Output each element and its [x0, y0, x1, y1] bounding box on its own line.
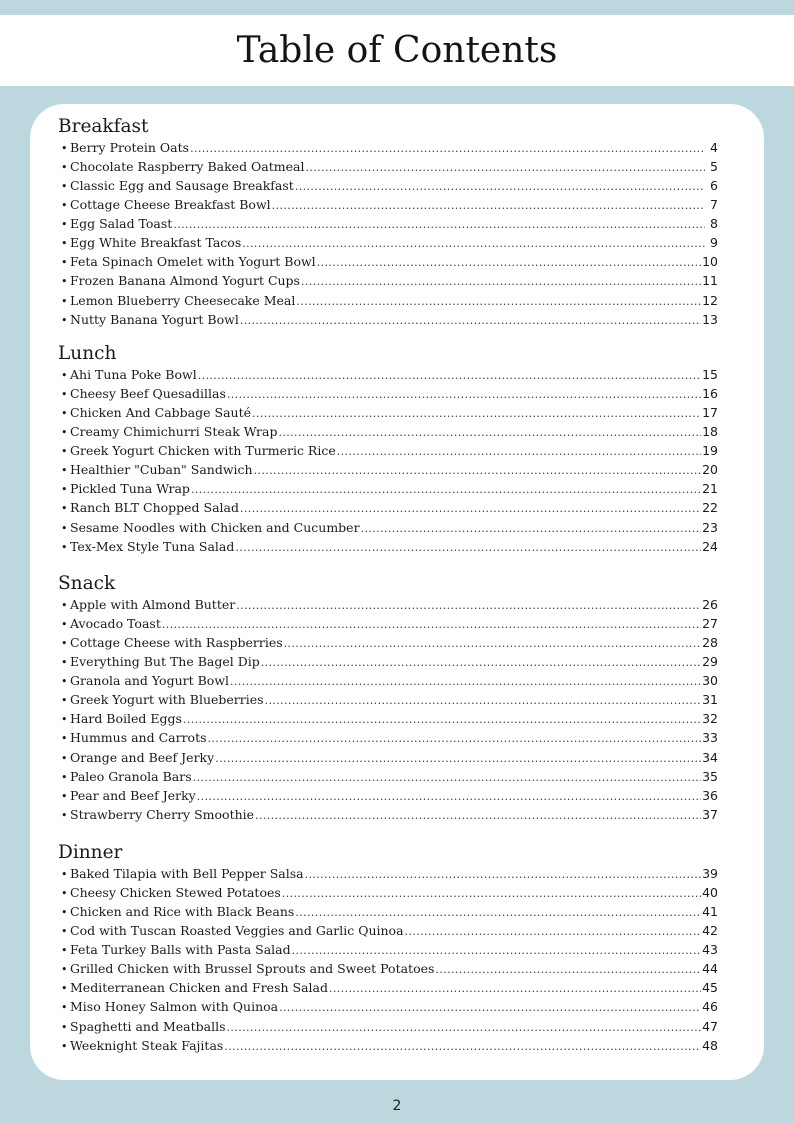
entry-label: Pickled Tuna Wrap: [70, 481, 190, 497]
bullet-icon: •: [61, 868, 68, 881]
entry-page-number: 39: [702, 866, 718, 881]
bullet-icon: •: [61, 180, 68, 194]
bullet-icon: •: [61, 540, 68, 554]
entry-label: Pear and Beef Jerky: [70, 787, 196, 803]
entry-label: Healthier "Cuban" Sandwich: [70, 462, 253, 478]
bullet-icon: •: [61, 808, 68, 822]
entry-label: Lemon Blueberry Cheesecake Meal: [70, 292, 296, 308]
dot-leader: [405, 922, 702, 941]
bullet-icon: •: [61, 1001, 68, 1015]
entry-page-number: 17: [702, 405, 718, 421]
bullet-icon: •: [61, 982, 68, 996]
toc-entry[interactable]: [58, 537, 718, 556]
entry-page-number: 48: [702, 1037, 718, 1053]
toc-entry[interactable]: [58, 940, 718, 959]
entry-label: Hard Boiled Eggs: [70, 711, 182, 727]
toc-entry[interactable]: [58, 633, 718, 652]
entry-label: Chocolate Raspberry Baked Oatmeal: [70, 159, 305, 175]
bullet-icon: •: [61, 294, 68, 308]
dot-leader: [255, 806, 701, 825]
contents-panel: [30, 104, 764, 1080]
dot-leader: [191, 480, 701, 499]
bullet-icon: •: [61, 751, 68, 765]
toc-entry[interactable]: [58, 498, 718, 517]
bullet-icon: •: [61, 426, 68, 440]
bullet-icon: •: [61, 445, 68, 459]
page-title: Table of Contents: [236, 30, 558, 71]
toc-entry[interactable]: [58, 384, 718, 403]
entry-page-number: 27: [702, 616, 718, 632]
entry-page-number: 9: [710, 235, 718, 251]
entry-page-number: 8: [710, 216, 718, 232]
entry-page-number: 6: [710, 178, 718, 194]
entry-page-number: 13: [702, 311, 718, 327]
entry-page-number: 23: [702, 519, 718, 535]
toc-entry[interactable]: [58, 271, 718, 290]
bullet-icon: •: [61, 656, 68, 670]
toc-entry[interactable]: [58, 978, 718, 997]
bullet-icon: •: [61, 713, 68, 727]
dot-leader: [337, 442, 701, 461]
entry-page-number: 24: [702, 538, 718, 554]
title-band: [0, 15, 794, 86]
dot-leader: [227, 1018, 702, 1037]
bullet-icon: •: [61, 1039, 68, 1053]
bullet-icon: •: [61, 218, 68, 232]
dot-leader: [317, 253, 701, 272]
entry-page-number: 32: [702, 711, 718, 727]
entry-label: Creamy Chimichurri Steak Wrap: [70, 424, 278, 440]
toc-entry[interactable]: [58, 902, 718, 921]
dot-leader: [252, 404, 701, 423]
dot-leader: [236, 596, 701, 615]
dot-leader: [198, 366, 701, 385]
bullet-icon: •: [61, 483, 68, 497]
dot-leader: [292, 941, 701, 960]
entry-label: Everything But The Bagel Dip: [70, 654, 260, 670]
dot-leader: [282, 884, 701, 903]
entry-page-number: 37: [702, 806, 718, 822]
dot-leader: [183, 710, 701, 729]
bullet-icon: •: [61, 1020, 68, 1034]
entry-page-number: 40: [702, 885, 718, 901]
dot-leader: [329, 979, 701, 998]
toc-entry[interactable]: [58, 786, 718, 805]
toc-entry[interactable]: [58, 441, 718, 460]
toc-entry[interactable]: [58, 997, 718, 1016]
entry-page-number: 35: [702, 768, 718, 784]
bullet-icon: •: [61, 732, 68, 746]
dot-leader: [162, 615, 701, 634]
entry-label: Cheesy Beef Quesadillas: [70, 386, 226, 402]
entry-page-number: 4: [710, 140, 718, 155]
entry-page-number: 42: [702, 923, 718, 939]
entry-label: Frozen Banana Almond Yogurt Cups: [70, 273, 300, 289]
bullet-icon: •: [61, 313, 68, 327]
entry-label: Greek Yogurt with Blueberries: [70, 692, 264, 708]
toc-entry[interactable]: [58, 291, 718, 310]
toc-entry[interactable]: [58, 595, 718, 614]
entry-page-number: 21: [702, 481, 718, 497]
bullet-icon: •: [61, 464, 68, 478]
entry-label: Paleo Granola Bars: [70, 768, 192, 784]
section-title: Breakfast: [58, 116, 149, 137]
bullet-icon: •: [61, 675, 68, 689]
entry-page-number: 33: [702, 730, 718, 746]
entry-label: Cottage Cheese Breakfast Bowl: [70, 197, 271, 213]
section-title: Snack: [58, 573, 116, 594]
dot-leader: [284, 634, 701, 653]
dot-leader: [224, 1037, 701, 1056]
bullet-icon: •: [61, 963, 68, 977]
dot-leader: [279, 998, 701, 1017]
dot-leader: [261, 653, 701, 672]
toc-entry[interactable]: [58, 365, 718, 384]
entry-page-number: 11: [702, 273, 718, 289]
toc-entry[interactable]: [58, 652, 718, 671]
dot-leader: [240, 311, 701, 330]
entry-page-number: 47: [702, 1018, 718, 1034]
entry-page-number: 44: [702, 961, 718, 977]
entry-label: Cottage Cheese with Raspberries: [70, 635, 283, 651]
bullet-icon: •: [61, 369, 68, 382]
entry-page-number: 26: [702, 597, 718, 612]
dot-leader: [278, 423, 701, 442]
toc-entry[interactable]: [58, 671, 718, 690]
entry-label: Chicken and Rice with Black Beans: [70, 904, 295, 920]
dot-leader: [230, 672, 701, 691]
dot-leader: [208, 729, 702, 748]
bullet-icon: •: [61, 618, 68, 632]
entry-page-number: 30: [702, 673, 718, 689]
toc-entry[interactable]: [58, 1017, 718, 1036]
bullet-icon: •: [61, 161, 68, 175]
dot-leader: [265, 691, 702, 710]
dot-leader: [301, 272, 701, 291]
toc-entry[interactable]: [58, 460, 718, 479]
dot-leader: [272, 196, 705, 215]
dot-leader: [295, 903, 701, 922]
entry-label: Hummus and Carrots: [70, 730, 207, 746]
entry-page-number: 12: [702, 292, 718, 308]
entry-label: Greek Yogurt Chicken with Turmeric Rice: [70, 443, 336, 459]
entry-label: Cod with Tuscan Roasted Veggies and Garlic Quinoa: [70, 923, 404, 939]
toc-entry[interactable]: [58, 422, 718, 441]
bullet-icon: •: [61, 887, 68, 901]
entry-page-number: 20: [702, 462, 718, 478]
bullet-icon: •: [61, 256, 68, 270]
bullet-icon: •: [61, 770, 68, 784]
entry-label: Sesame Noodles with Chicken and Cucumber: [70, 519, 360, 535]
dot-leader: [235, 538, 701, 557]
entry-label: Egg Salad Toast: [70, 216, 173, 232]
dot-leader: [215, 749, 701, 768]
entry-page-number: 16: [702, 386, 718, 402]
entry-page-number: 43: [702, 942, 718, 958]
bullet-icon: •: [61, 789, 68, 803]
entry-label: Feta Spinach Omelet with Yogurt Bowl: [70, 254, 316, 270]
toc-entry[interactable]: [58, 157, 718, 176]
entry-page-number: 19: [702, 443, 718, 459]
dot-leader: [227, 385, 701, 404]
section-snack: [58, 573, 718, 824]
entry-label: Classic Egg and Sausage Breakfast: [70, 178, 294, 194]
toc-entry[interactable]: [58, 805, 718, 824]
toc-entry[interactable]: [58, 479, 718, 498]
entry-page-number: 28: [702, 635, 718, 651]
toc-entry[interactable]: [58, 138, 718, 157]
entry-page-number: 36: [702, 787, 718, 803]
dot-leader: [295, 177, 705, 196]
bullet-icon: •: [61, 925, 68, 939]
dot-leader: [173, 215, 705, 234]
toc-entry[interactable]: [58, 403, 718, 422]
toc-entry[interactable]: [58, 214, 718, 233]
toc-entry[interactable]: [58, 959, 718, 978]
dot-leader: [435, 960, 701, 979]
bullet-icon: •: [61, 694, 68, 708]
dot-leader: [240, 499, 701, 518]
entry-label: Feta Turkey Balls with Pasta Salad: [70, 942, 291, 958]
entry-page-number: 5: [710, 159, 718, 175]
entry-label: Avocado Toast: [70, 616, 161, 632]
entry-label: Orange and Beef Jerky: [70, 749, 215, 765]
bullet-icon: •: [61, 142, 68, 155]
toc-entry[interactable]: [58, 176, 718, 195]
entry-label: Apple with Almond Butter: [70, 597, 236, 612]
dot-leader: [197, 787, 701, 806]
entry-label: Berry Protein Oats: [70, 140, 190, 155]
dot-leader: [190, 139, 705, 158]
section-title: Dinner: [58, 842, 123, 863]
bullet-icon: •: [61, 521, 68, 535]
entry-label: Granola and Yogurt Bowl: [70, 673, 230, 689]
entry-label: Grilled Chicken with Brussel Sprouts and Sweet Potatoes: [70, 961, 435, 977]
bullet-icon: •: [61, 502, 68, 516]
section-breakfast: [58, 116, 718, 329]
entry-page-number: 29: [702, 654, 718, 670]
bullet-icon: •: [61, 275, 68, 289]
toc-entry[interactable]: [58, 1036, 718, 1055]
dot-leader: [254, 461, 702, 480]
entry-label: Mediterranean Chicken and Fresh Salad: [70, 980, 328, 996]
section-lunch: [58, 343, 718, 556]
entry-label: Baked Tilapia with Bell Pepper Salsa: [70, 866, 304, 881]
entry-page-number: 34: [702, 749, 718, 765]
dot-leader: [242, 234, 705, 253]
entry-page-number: 31: [702, 692, 718, 708]
bullet-icon: •: [61, 388, 68, 402]
bullet-icon: •: [61, 237, 68, 251]
entry-page-number: 46: [702, 999, 718, 1015]
entry-label: Chicken And Cabbage Sauté: [70, 405, 251, 421]
toc-entry[interactable]: [58, 310, 718, 329]
bullet-icon: •: [61, 906, 68, 920]
entry-label: Egg White Breakfast Tacos: [70, 235, 242, 251]
bullet-icon: •: [61, 407, 68, 421]
toc-entry[interactable]: [58, 767, 718, 786]
toc-entry[interactable]: [58, 614, 718, 633]
entry-page-number: 22: [702, 500, 718, 516]
section-title: Lunch: [58, 343, 117, 364]
entry-label: Nutty Banana Yogurt Bowl: [70, 311, 239, 327]
entry-label: Tex-Mex Style Tuna Salad: [70, 538, 235, 554]
entry-label: Spaghetti and Meatballs: [70, 1018, 226, 1034]
dot-leader: [361, 519, 702, 538]
toc-entry[interactable]: [58, 883, 718, 902]
bullet-icon: •: [61, 599, 68, 612]
entry-page-number: 7: [710, 197, 718, 213]
entry-label: Strawberry Cherry Smoothie: [70, 806, 255, 822]
entry-label: Cheesy Chicken Stewed Potatoes: [70, 885, 281, 901]
toc-entry[interactable]: [58, 195, 718, 214]
entry-page-number: 41: [702, 904, 718, 920]
dot-leader: [305, 865, 702, 884]
entry-page-number: 15: [702, 367, 718, 382]
entry-page-number: 18: [702, 424, 718, 440]
toc-entry[interactable]: [58, 709, 718, 728]
bullet-icon: •: [61, 199, 68, 213]
toc-entry[interactable]: [58, 728, 718, 747]
entry-page-number: 10: [702, 254, 718, 270]
entry-label: Miso Honey Salmon with Quinoa: [70, 999, 279, 1015]
toc-entry[interactable]: [58, 748, 718, 767]
toc-entry[interactable]: [58, 921, 718, 940]
section-dinner: [58, 842, 718, 1055]
bullet-icon: •: [61, 637, 68, 651]
dot-leader: [296, 292, 701, 311]
toc-entry[interactable]: [58, 690, 718, 709]
toc-entry[interactable]: [58, 864, 718, 883]
dot-leader: [305, 158, 705, 177]
entry-label: Ahi Tuna Poke Bowl: [70, 367, 197, 382]
entry-page-number: 45: [702, 980, 718, 996]
page-number: 2: [392, 1098, 402, 1114]
dot-leader: [193, 768, 701, 787]
entry-label: Weeknight Steak Fajitas: [70, 1037, 224, 1053]
entry-label: Ranch BLT Chopped Salad: [70, 500, 239, 516]
toc-entry[interactable]: [58, 518, 718, 537]
toc-entry[interactable]: [58, 233, 718, 252]
toc-entry[interactable]: [58, 252, 718, 271]
bullet-icon: •: [61, 944, 68, 958]
